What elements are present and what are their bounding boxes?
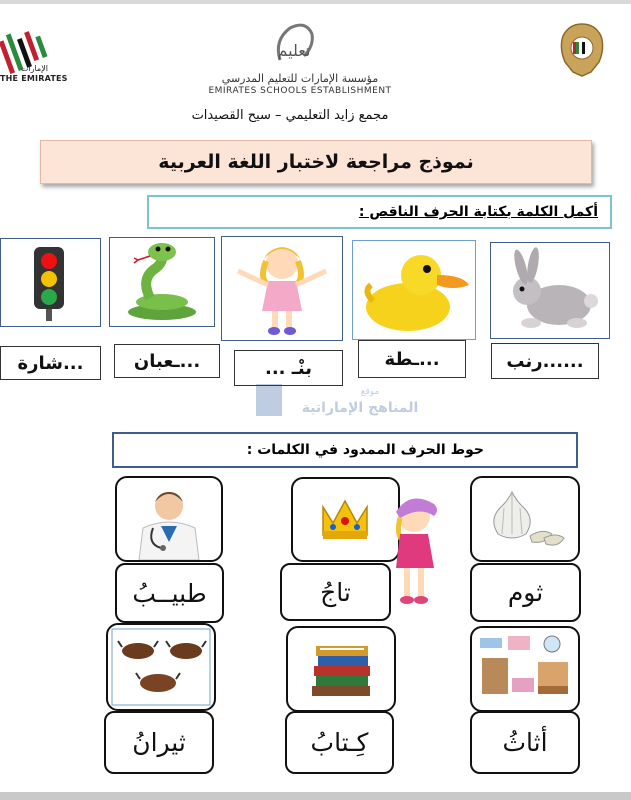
word-rabbit: ......رنب [491, 343, 599, 379]
girl-picture [221, 236, 343, 341]
ese-logo [270, 20, 318, 72]
ese-name-en: EMIRATES SCHOOLS ESTABLISHMENT [208, 86, 392, 96]
site-watermark [250, 378, 430, 422]
bottom-border [0, 792, 631, 800]
word-book: كِـتابُ [285, 711, 394, 774]
section1-instruction: أكمل الكلمة بكتابة الحرف الناقص : [147, 195, 612, 229]
books-picture [286, 626, 396, 712]
bulls-picture [106, 623, 216, 711]
word-furniture: أثاثُ [470, 711, 580, 774]
ese-name-ar: مؤسسة الإمارات للتعليم المدرسي [221, 72, 379, 85]
word-girl: بنْـ ... [234, 350, 343, 386]
word-crown: تاجُ [280, 563, 391, 621]
word-snake: ...ـعبان [114, 344, 220, 378]
garlic-picture [470, 476, 580, 562]
furniture-picture [470, 626, 580, 712]
uae-emblem [555, 18, 610, 80]
doctor-picture [115, 476, 223, 562]
word-doctor: طبيــبُ [115, 563, 224, 623]
worksheet-title: نموذج مراجعة لاختبار اللغة العربية [40, 140, 592, 184]
watermark-line2: المناهج الإماراتية [301, 400, 419, 416]
rabbit-picture [490, 242, 610, 339]
word-garlic: ثوم [470, 563, 581, 622]
ese-logo-word: تعليم [277, 41, 311, 60]
word-duck: ...ـطة [358, 340, 466, 378]
school-name: مجمع زايد التعليمي – سيح القصيدات [191, 108, 389, 123]
duck-picture [352, 240, 476, 340]
watermark-line1: موقع [360, 387, 380, 397]
uae-logo-text-ar: الإمارات [20, 64, 48, 73]
traffic-light-picture [0, 238, 101, 327]
uae-logo-text-en: THE EMIRATES [0, 74, 68, 83]
section2-instruction: حوط الحرف الممدود في الكلمات : [112, 432, 578, 468]
word-traffic-light: ...شارة [0, 346, 101, 380]
snake-picture [109, 237, 215, 327]
word-bulls: ثيرانُ [104, 711, 214, 774]
top-border [0, 0, 631, 4]
